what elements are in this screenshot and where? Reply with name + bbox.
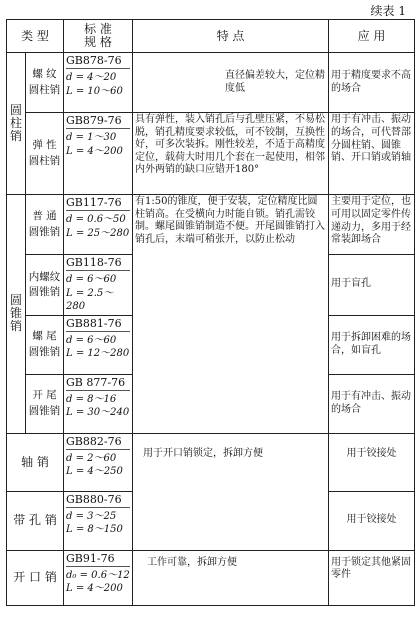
header-type: 类 型 <box>7 20 64 53</box>
standard-cell <box>64 374 133 433</box>
param-l: L = 10～60 <box>66 85 123 97</box>
standard-cell <box>64 113 133 195</box>
application-cell: 主要用于定位，也可用以固定零件传递动力，多用于经常装卸场合 <box>329 195 415 255</box>
param-d: d = 1～30 <box>66 132 117 144</box>
param-d: d = 2～60 <box>66 452 117 464</box>
group-split: 开 口 销 <box>7 550 64 605</box>
standard-code: GB882-76 <box>66 435 130 450</box>
header-standard-bottom: 规 格 <box>84 35 112 49</box>
subtype-cell: 普 通 圆锥销 <box>26 195 64 255</box>
application-cell: 用于铰接处 <box>329 433 415 491</box>
param-d: d = 8～16 <box>66 393 117 405</box>
standard-code: GB878-76 <box>66 54 130 69</box>
standard-cell <box>64 315 133 374</box>
standard-cell <box>64 195 133 255</box>
header-standard <box>64 20 133 53</box>
table-row <box>7 195 415 255</box>
header-application: 应 用 <box>329 20 415 53</box>
standard-cell <box>64 433 133 491</box>
subtype-cell: 开 尾 圆锥销 <box>26 374 64 433</box>
param-l: L = 30～240 <box>66 407 130 419</box>
param-l: L = 4～250 <box>66 466 123 478</box>
application-cell: 用于有冲击、振动的场合 <box>329 374 415 433</box>
standard-cell <box>64 491 133 550</box>
param-d: d = 6～60 <box>66 334 117 346</box>
subtype-cell: 螺 纹 圆柱销 <box>26 53 64 113</box>
application-cell: 用于锁定其他紧固零件 <box>329 550 415 605</box>
feature-cell: 直径偏差较大，定位精度低 <box>133 53 329 113</box>
standard-cell <box>64 255 133 316</box>
continued-label: 续表 1 <box>370 4 406 18</box>
table-row <box>7 550 415 605</box>
subtype-cell: 弹 性 圆柱销 <box>26 113 64 195</box>
param-d: d = 6～60 <box>66 274 117 286</box>
param-l: L = 25～280 <box>66 227 130 239</box>
feature-cell: 工作可靠，拆卸方便 <box>133 550 329 605</box>
table-row <box>7 53 415 113</box>
param-l: L = 4～200 <box>66 145 123 157</box>
standard-code: GB881-76 <box>66 317 130 332</box>
standard-cell <box>64 53 133 113</box>
subtype-cell: 内螺纹 圆锥销 <box>26 255 64 316</box>
pin-types-table <box>6 19 415 606</box>
application-cell: 用于有冲击、振动的场合，可代替部分圆柱销、圆锥销、开口销或销轴 <box>329 113 415 195</box>
group-shaft: 轴 销 <box>7 433 64 491</box>
standard-code: GB880-76 <box>66 493 130 508</box>
feature-cell: 用于开口销锁定，拆卸方便 <box>133 433 329 550</box>
header-standard-top: 标 准 <box>84 21 112 36</box>
param-l: L = 8～150 <box>66 524 123 536</box>
standard-code: GB879-76 <box>66 114 130 129</box>
standard-code: GB91-76 <box>66 552 130 567</box>
standard-code: GB117-76 <box>66 196 130 211</box>
param-l: L = 2.5～280 <box>66 287 114 313</box>
param-d: d = 3～25 <box>66 510 117 522</box>
group-cylindrical: 圆 柱 销 <box>7 53 26 195</box>
application-cell: 用于精度要求不高的场合 <box>329 53 415 113</box>
standard-code: GB 877-76 <box>66 376 130 391</box>
standard-code: GB118-76 <box>66 256 130 271</box>
param-l: L = 12～280 <box>66 348 130 360</box>
feature-cell: 具有弹性，装入销孔后与孔壁压紧，不易松脱，销孔精度要求较低，可不铰制，互换性好，可多次装拆。刚性较差，不适于高精度定位，载荷大时用几个套在一起使用，相邻内外两销的缺口应错开180° <box>133 113 329 195</box>
table-row <box>7 433 415 491</box>
feature-cell: 有1:50的锥度，便于安装，定位精度比圆柱销高。在受横向力时能自锁。销孔需铰制。螺尾圆锥销制造不便。开尾圆锥销打入销孔后，末端可稍张开，以防止松动 <box>133 195 329 434</box>
application-cell: 用于盲孔 <box>329 255 415 316</box>
application-cell: 用于铰接处 <box>329 491 415 550</box>
param-d0: d₀ = 0.6～12 <box>66 569 130 581</box>
param-d: d = 0.6～50 <box>66 214 126 226</box>
param-l: L = 4～200 <box>66 583 123 595</box>
application-cell: 用于拆卸困难的场合，如盲孔 <box>329 315 415 374</box>
group-taper: 圆 锥 销 <box>7 195 26 434</box>
table-row <box>7 113 415 195</box>
param-d: d = 4～20 <box>66 72 117 84</box>
group-grooved: 带 孔 销 <box>7 491 64 550</box>
header-row <box>7 20 415 53</box>
subtype-cell: 螺 尾 圆锥销 <box>26 315 64 374</box>
header-feature: 特 点 <box>133 20 329 53</box>
standard-cell <box>64 550 133 605</box>
